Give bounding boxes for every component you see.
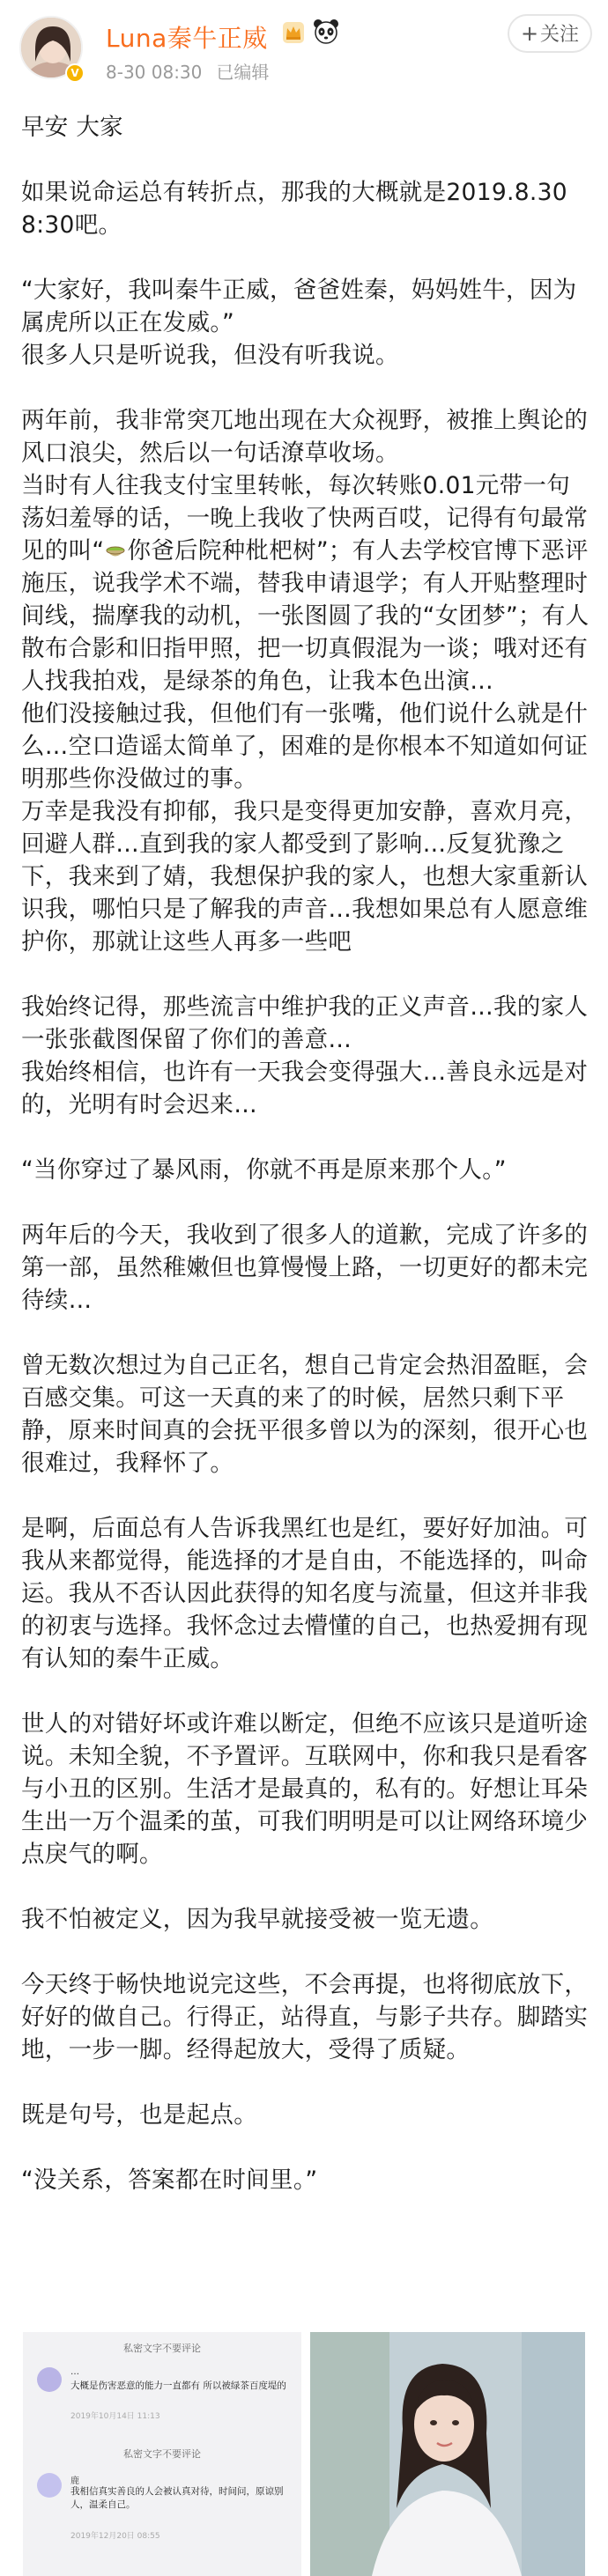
post-paragraph <box>21 469 590 698</box>
post-paragraph: 我始终相信，也许有一天我会变得强大…善良永远是对的，光明有时会迟来… <box>21 1059 589 1118</box>
post-paragraph: 我不怕被定义，因为我早就接受被一览无遗。 <box>21 1906 493 1933</box>
comment-text: 大概是伤害恶意的能力一直都有 所以被绿茶百度堤的 <box>70 2380 286 2391</box>
crown-icon <box>280 19 307 46</box>
post-paragraph: 世人的对错好坏或许难以断定，但绝不应该只是道听途说。未知全貌，不予置评。互联网中，你和我只是看客与小丑的区别。生活才是最真的，私有的。好想让耳朵生出一万个温柔的茧，可我们明明是可以让网络环境少点戾气的啊。 <box>21 1710 589 1868</box>
post-paragraph: 既是句号，也是起点。 <box>21 2101 257 2129</box>
portrait-photo <box>310 2332 585 2576</box>
comment-time: 2019年12月20日 08:55 <box>70 2532 160 2541</box>
paragraph-part: 你爸后院种枇杷树”；有人去学校官博下恶评施压，说我学术不端，替我申请退学；有人开贴整理时间线，揣摩我的动机，一张图圆了我的“女团梦”；有人散布合影和旧指甲照，把一切真假混为一谈；哦对还有人找我拍戏，是绿茶的角色，让我本色出演… <box>21 537 589 695</box>
follow-button[interactable] <box>508 14 592 53</box>
comment-text: 我相信真实善良的人会被认真对待，时间问，原谅别人，温柔自己。 <box>70 2486 284 2510</box>
post-paragraph: 如果说命运总有转折点，那我的大概就是2019.8.30 8:30吧。 <box>21 179 575 239</box>
post-paragraph: 他们没接触过我，但他们有一张嘴，他们说什么就是什么…空口造谣太简单了，困难的是你根本不知道如何证明那些你没做过的事。 <box>21 700 589 793</box>
paragraph-part: 当时有人往我支付宝里转帐，每次转账0.01元带一句荡妇羞辱的话，一晚上我收了快两百哎，记得有句最常见的叫“ <box>21 472 589 565</box>
attached-screenshot-image[interactable] <box>23 2332 301 2576</box>
screenshot-comment <box>37 2367 293 2438</box>
screenshot-section-title: 私密文字不要评论 <box>123 2448 201 2460</box>
post-paragraph: “当你穿过了暴风雨，你就不再是原来那个人。” <box>21 1156 507 1184</box>
commenter-avatar <box>37 2473 62 2498</box>
comment-time: 2019年10月14日 11:13 <box>70 2412 160 2421</box>
panda-icon <box>312 18 340 46</box>
follow-label: 关注 <box>540 24 580 46</box>
v-badge-icon: V <box>65 63 85 83</box>
post-paragraph: “大家好，我叫秦牛正威，爸爸姓秦，妈妈姓牛，因为属虎所以正在发威。” <box>21 277 577 336</box>
commenter-name: 鹿 <box>70 2476 79 2486</box>
commenter-name: … <box>70 2367 79 2377</box>
screenshot-section-title: 私密文字不要评论 <box>123 2343 201 2354</box>
post-paragraph: 很多人只是听说我，但没有听我说。 <box>21 342 399 369</box>
post-header <box>0 0 608 92</box>
post-paragraph: 今天终于畅快地说完这些，不会再提，也将彻底放下，好好的做自己。行得正，站得直，与影子共存。脚踏实地，一步一脚。经得起放大，受得了质疑。 <box>21 1971 589 2063</box>
post-body <box>21 111 590 2229</box>
user-name[interactable]: Luna秦牛正威 <box>106 24 268 53</box>
screenshot-comment <box>37 2473 293 2561</box>
tea-bowl-icon <box>104 539 127 562</box>
edited-label[interactable]: 已编辑 <box>216 62 270 83</box>
post-date: 8-30 08:30 <box>106 62 203 83</box>
commenter-avatar <box>37 2367 62 2392</box>
post-meta <box>106 58 283 84</box>
plus-icon: + <box>520 21 539 46</box>
post-paragraph: 曾无数次想过为自己正名，想自己肯定会热泪盈眶，会百感交集。可这一天真的来了的时候，居然只剩下平静，原来时间真的会抚平很多曾以为的深刻，很开心也很难过，我释怀了。 <box>21 1352 589 1477</box>
post-paragraph: 我始终记得，那些流言中维护我的正义声音…我的家人一张张截图保留了你们的善意… <box>21 993 589 1053</box>
post-paragraph: 是啊，后面总有人告诉我黑红也是红，要好好加油。可我从来都觉得，能选择的才是自由，不能选择的，叫命运。我从不否认因此获得的知名度与流量，但这并非我的初衷与选择。我怀念过去懵懂的自己，也热爱拥有现有认知的秦牛正威。 <box>21 1515 589 1672</box>
post-paragraph: 两年后的今天，我收到了很多人的道歉，完成了许多的第一部，虽然稚嫩但也算慢慢上路，一切更好的都未完待续… <box>21 1222 589 1314</box>
attached-photo-image[interactable] <box>310 2332 585 2576</box>
post-paragraph: “没关系，答案都在时间里。” <box>21 2166 318 2194</box>
post-paragraph: 两年前，我非常突兀地出现在大众视野，被推上舆论的风口浪尖，然后以一句话潦草收场。 <box>21 407 589 467</box>
post-paragraph: 万幸是我没有抑郁，我只是变得更加安静，喜欢月亮，回避人群…直到我的家人都受到了影响…反复犹豫之下，我来到了婧，我想保护我的家人，也想大家重新认识我，哪怕只是了解我的声音…我想如果总有人愿意维护你，那就让这些人再多一些吧 <box>21 798 589 956</box>
post-paragraph: 早安 大家 <box>21 114 123 141</box>
